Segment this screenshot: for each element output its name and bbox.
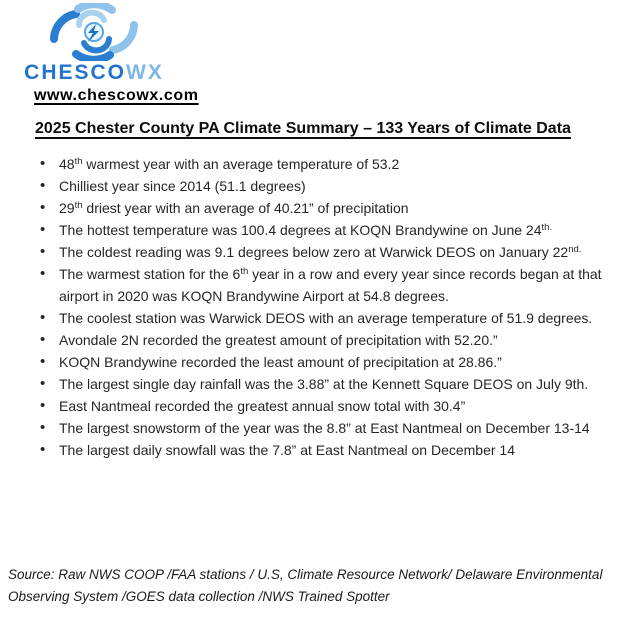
bullet-item (0, 197, 637, 219)
page-title: 2025 Chester County PA Climate Summary – 133 Years of Climate Data (35, 120, 571, 137)
logo-text-wx: WX (126, 61, 164, 84)
bullet-item (0, 439, 637, 461)
logo-wordmark (10, 62, 178, 84)
bullet-text: year in a row and every year since records began at that airport in 2020 was KOQN Brandywine Airport at 54.8 degrees. (59, 266, 602, 304)
bullet-item (0, 307, 637, 329)
bullet-text: The coolest station was Warwick DEOS with an average temperature of 51.9 degrees. (59, 310, 593, 326)
bullet-text: The largest snowstorm of the year was the 8.8” at East Nantmeal on December 13-14 (59, 420, 590, 436)
bullet-item (0, 395, 637, 417)
bullet-text: The warmest station for the 6 (59, 266, 241, 282)
bullet-superscript: th (74, 156, 83, 167)
bullet-item (0, 153, 637, 175)
bullet-item (0, 263, 637, 307)
website-link[interactable]: www.chescowx.com (34, 87, 199, 104)
hurricane-swirl-icon (46, 3, 142, 61)
bullet-text: The largest daily snowfall was the 7.8” at East Nantmeal on December 14 (59, 442, 516, 458)
bullet-item (0, 241, 637, 263)
chescowx-logo (10, 3, 178, 87)
bullet-text: The largest single day rainfall was the 3.88” at the Kennett Square DEOS on July 9th. (59, 376, 589, 392)
bullet-text: 48 (59, 156, 75, 172)
bullet-item (0, 351, 637, 373)
bullet-superscript: th (74, 200, 83, 211)
bullet-item (0, 373, 637, 395)
bullet-text: The coldest reading was 9.1 degrees below zero at Warwick DEOS on January 22 (59, 244, 569, 260)
bullet-text: 29 (59, 200, 75, 216)
bullet-text: Chilliest year since 2014 (51.1 degrees) (59, 178, 306, 194)
bullet-item (0, 219, 637, 241)
bullet-item (0, 175, 637, 197)
bullet-text: East Nantmeal recorded the greatest annual snow total with 30.4” (59, 398, 466, 414)
bullet-superscript: nd. (568, 244, 582, 255)
climate-summary-list (0, 153, 637, 461)
bullet-text: warmest year with an average temperature of 53.2 (82, 156, 400, 172)
bullet-text: The hottest temperature was 100.4 degrees at KOQN Brandywine on June 24 (59, 222, 542, 238)
bullet-superscript: th. (541, 222, 553, 233)
bullet-text: driest year with an average of 40.21” of precipitation (82, 200, 409, 216)
logo-text-chesco: CHESCO (24, 61, 127, 84)
bullet-superscript: th (240, 266, 249, 277)
bullet-item (0, 417, 637, 439)
bullet-text: KOQN Brandywine recorded the least amount of precipitation at 28.86.” (59, 354, 502, 370)
source-note: Source: Raw NWS COOP /FAA stations / U.S, Climate Resource Network/ Delaware Environmental Observing System /GOES data collection /NWS Trained Spotter (8, 567, 603, 604)
bullet-item (0, 329, 637, 351)
bullet-text: Avondale 2N recorded the greatest amount of precipitation with 52.20.” (59, 332, 498, 348)
